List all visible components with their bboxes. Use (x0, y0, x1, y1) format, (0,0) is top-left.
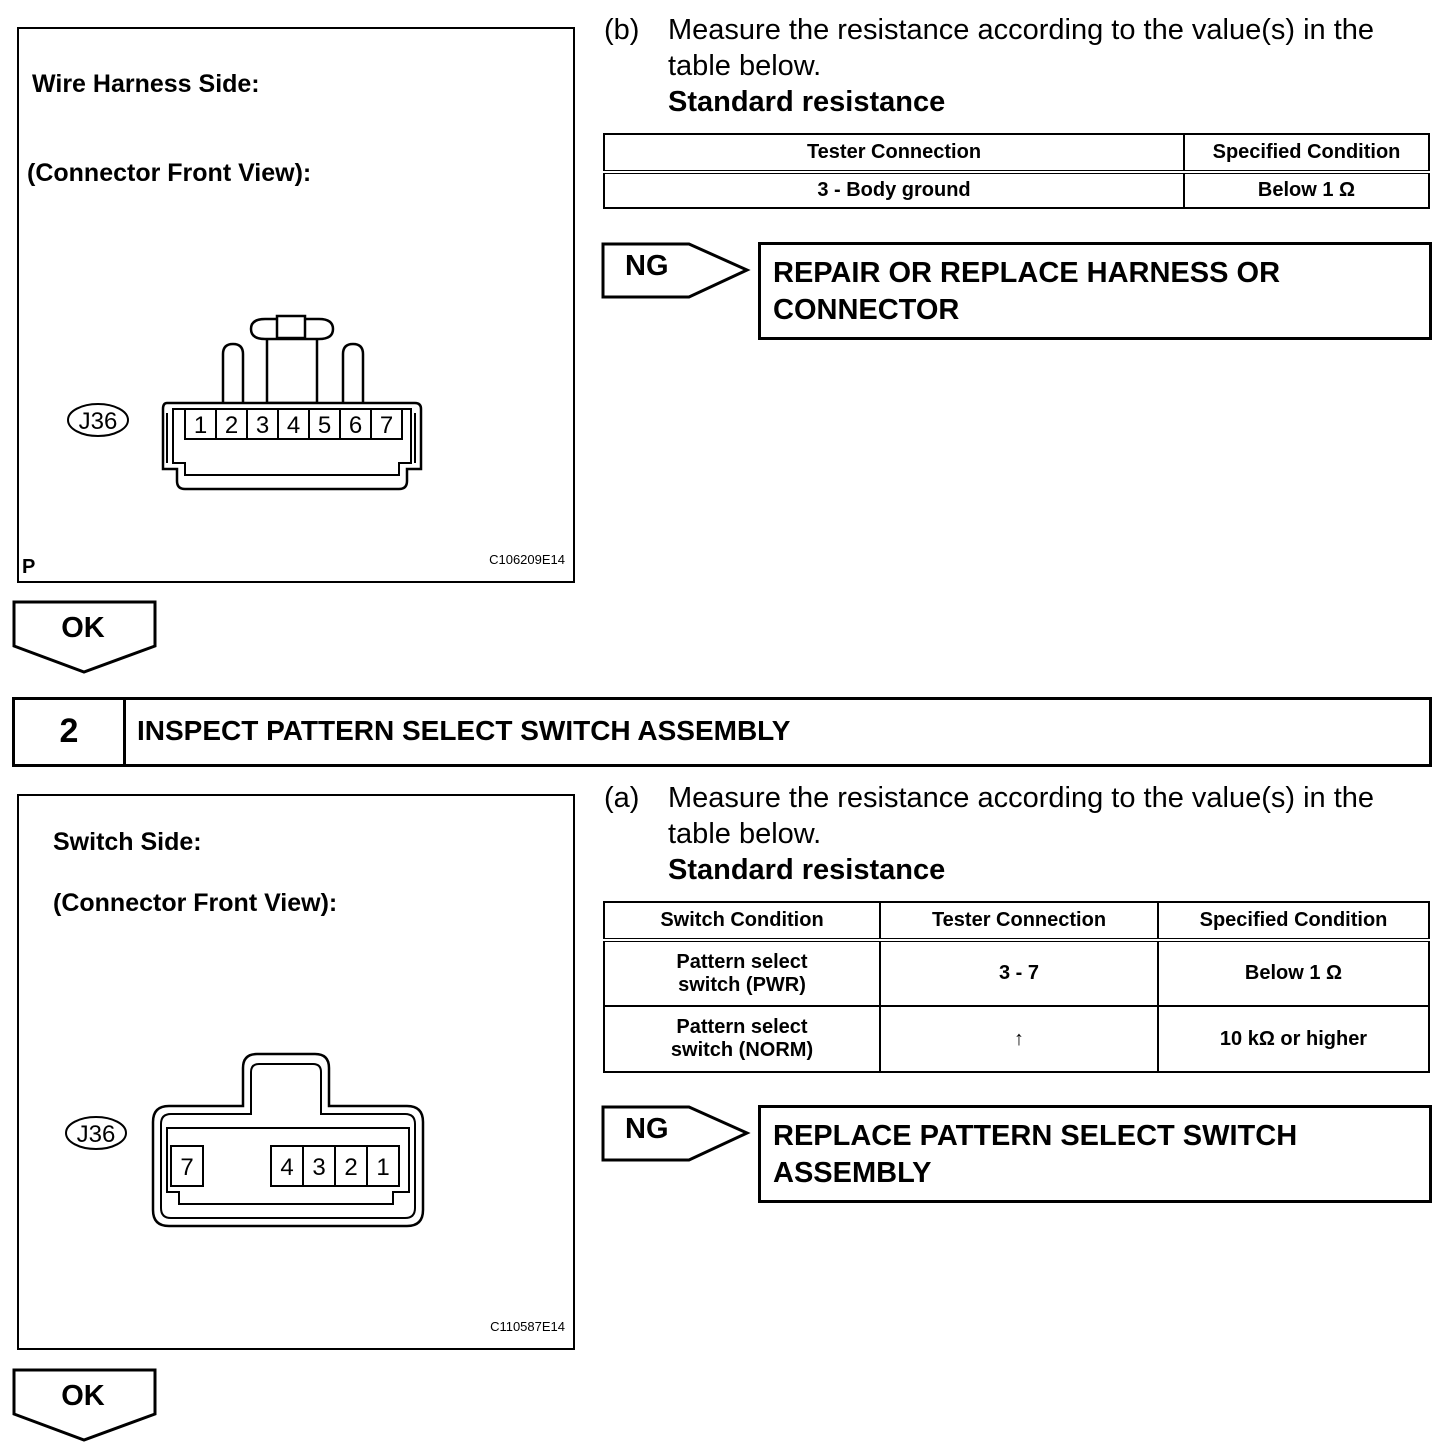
ng-label: NG (625, 250, 669, 282)
wire-harness-side-label: Wire Harness Side: (32, 70, 260, 98)
pin-number-5: 5 (317, 412, 332, 439)
ng-arrow-1 (601, 242, 753, 300)
pin-number-6: 6 (348, 412, 363, 439)
pin-number-7: 7 (379, 412, 394, 439)
figure-code: C106209E14 (489, 552, 565, 567)
ng-action-box-2: REPLACE PATTERN SELECT SWITCH ASSEMBLY (758, 1105, 1432, 1203)
step-marker: (a) (604, 782, 640, 814)
instruction-a (604, 780, 1444, 890)
table-cell: Below 1 Ω (1184, 172, 1429, 208)
pin-number-3: 3 (255, 412, 270, 439)
ok-arrow-1 (12, 600, 158, 676)
table-cell: 10 kΩ or higher (1158, 1006, 1429, 1072)
step-number: 2 (15, 700, 126, 764)
ok-label: OK (61, 612, 105, 644)
table-cell: Pattern select switch (PWR) (604, 940, 880, 1006)
pin-number-1: 1 (376, 1154, 390, 1181)
table-cell: 3 - 7 (880, 940, 1158, 1006)
standard-resistance-heading: Standard resistance (668, 86, 946, 118)
column-header: Switch Condition (604, 902, 880, 940)
instruction-text: Measure the resistance according to the value(s) in the table below. (668, 782, 1375, 850)
instruction-text: Measure the resistance according to the value(s) in the table below. (668, 14, 1375, 82)
connector-front-view-label: (Connector Front View): (53, 889, 338, 917)
table-cell: ↑ (880, 1006, 1158, 1072)
table-cell: 3 - Body ground (604, 172, 1184, 208)
ng-arrow-2 (601, 1105, 753, 1163)
pin-number-1: 1 (193, 412, 208, 439)
connector-id-j36: J36 (78, 408, 118, 435)
pin-number-2: 2 (344, 1154, 358, 1181)
column-header: Tester Connection (880, 902, 1158, 940)
ok-arrow-2 (12, 1368, 158, 1444)
connector-id-j36: J36 (76, 1121, 116, 1148)
column-header: Specified Condition (1184, 134, 1429, 172)
ng-label: NG (625, 1113, 669, 1145)
resistance-table-2 (603, 901, 1430, 1073)
p-mark: P (22, 556, 36, 578)
instruction-b (604, 12, 1444, 122)
table-cell: Below 1 Ω (1158, 940, 1429, 1006)
harness-connector-figure (17, 27, 575, 583)
pin-number-4: 4 (280, 1154, 294, 1181)
switch-side-label: Switch Side: (53, 828, 202, 856)
switch-connector-figure (17, 794, 575, 1350)
pin-number-2: 2 (224, 412, 239, 439)
harness-connector-drawing (19, 29, 575, 583)
switch-connector-drawing (19, 796, 575, 1350)
pin-number-3: 3 (312, 1154, 326, 1181)
column-header: Specified Condition (1158, 902, 1429, 940)
standard-resistance-heading: Standard resistance (668, 854, 946, 886)
table-cell: Pattern select switch (NORM) (604, 1006, 880, 1072)
connector-front-view-label: (Connector Front View): (27, 159, 312, 187)
step-2-header (12, 697, 1432, 767)
ok-label: OK (61, 1380, 105, 1412)
resistance-table-1 (603, 133, 1430, 209)
pin-number-4: 4 (286, 412, 301, 439)
step-marker: (b) (604, 14, 640, 46)
ng-action-box-1: REPAIR OR REPLACE HARNESS OR CONNECTOR (758, 242, 1432, 340)
column-header: Tester Connection (604, 134, 1184, 172)
pin-number-7: 7 (180, 1154, 194, 1181)
figure-code: C110587E14 (490, 1319, 565, 1334)
step-title: INSPECT PATTERN SELECT SWITCH ASSEMBLY (137, 715, 791, 746)
